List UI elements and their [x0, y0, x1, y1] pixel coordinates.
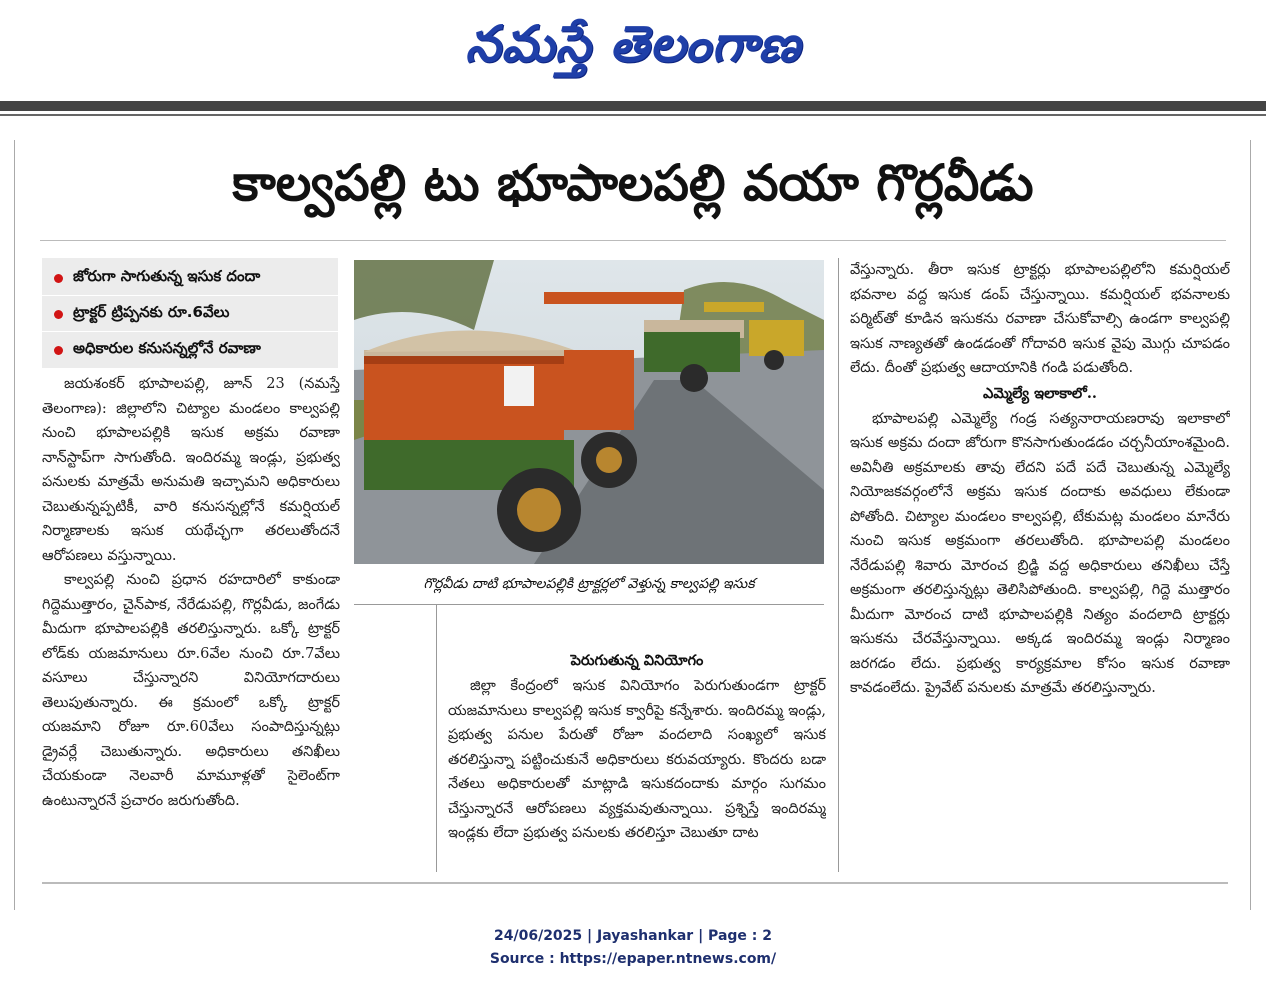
tractor-photo-illustration — [354, 260, 824, 564]
bullet-dot-icon — [54, 274, 63, 283]
highlight-text: ట్రాక్టర్ ట్రిప్పనకు రూ.6వేలు — [73, 303, 230, 321]
paragraph: జిల్లా కేంద్రంలో ఇసుక వినియోగం పెరుగుతుండగా ట్రాక్టర్ యజమానులు కాల్వపల్లి ఇసుక క్వారీపై కన్నేశారు. ఇందిరమ్మ ఇండ్లు, ప్రభుత్వ పనుల పేరుతో రోజూ వందలాది సంఖ్యలో ఇసుక తరలిస్తున్నా పట్టించుకునే అధికారులు కరువయ్యారు. కొందరు బడా నేతలు అధికారులతో మాట్లాడి ఇసుకదందాకు మార్గం సుగమం చేస్తున్నారనే ఆరోపణలు వ్యక్తమవుతున్నాయి. ప్రశ్నిస్తే ఇందిరమ్మ ఇండ్లకు లేదా ప్రభుత్వ పనులకు తరలిస్తూ చెబుతూ దాట — [448, 678, 826, 841]
clipping-border-right — [1250, 140, 1251, 910]
article-column-1 — [42, 372, 340, 872]
highlight-text: అధికారుల కనుసన్నల్లోనే రవాణా — [73, 339, 261, 357]
masthead-logo: నమస్తే తెలంగాణ — [465, 14, 801, 73]
masthead-rule-thin — [0, 114, 1266, 116]
bullet-dot-icon — [54, 310, 63, 319]
footer-dateline: 24/06/2025 | Jayashankar | Page : 2 — [494, 928, 772, 944]
article-column-3 — [850, 258, 1230, 870]
paragraph: కాల్వపల్లి నుంచి ప్రధాన రహదారిలో కాకుండా గిద్దెముత్తారం, చైన్‌పాక, నేరేడుపల్లి, గొర్లవీడు, జంగేడు మీదుగా భూపాలపల్లికి తరలిస్తున్నారు. ఒక్కో ట్రాక్టర్ లోడ్‌కు యజమానులు రూ.6వేల నుంచి రూ.7వేలు వసూలు చేస్తున్నారని వినియోగదారులు తెలుపుతున్నారు. ఈ క్రమంలో ఒక్కో ట్రాక్టర్ యజమాని రోజూ రూ.60వేలు సంపాదిస్తున్నట్లు డ్రైవర్లే చెబుతున్నారు. అధికారులు తనిఖీలు చేయకుండా నెలవారీ మామూళ్లతో సైలెంట్‌గా ఉంటున్నారనే ప్రచారం జరుగుతోంది. — [42, 572, 340, 809]
bullet-dot-icon — [54, 346, 63, 355]
headline-divider — [40, 240, 1226, 241]
news-photo — [354, 260, 824, 564]
highlight-text: జోరుగా సాగుతున్న ఇసుక దందా — [73, 267, 261, 285]
footer-source: Source : https://epaper.ntnews.com/ — [489, 951, 777, 967]
column-divider — [436, 604, 437, 872]
highlights-box — [42, 258, 338, 368]
article-column-2 — [448, 648, 826, 870]
paragraph: వేస్తున్నారు. తీరా ఇసుక ట్రాక్టర్లు భూపాలపల్లిలోని కమర్షియల్ భవనాల వద్ద ఇసుక డంప్ చేస్తున్నాయి. కమర్షియల్ భవనాలకు పర్మిట్‌తో కూడిన ఇసుకను రవాణా చేసుకోవాల్సి ఉండగా కాల్వపల్లి ఇసుక నాణ్యతతో ఉండడంతో గోదావరి ఇసుక వైపు మొగ్గు చూపడం లేదు. దీంతో ప్రభుత్వ ఆదాయానికి గండి పడుతోంది. — [850, 262, 1230, 376]
highlight-item — [42, 260, 338, 296]
column-divider — [838, 258, 839, 872]
masthead — [0, 0, 1266, 100]
photo-caption: గొర్లవీడు దాటి భూపాలపల్లికి ట్రాక్టర్లలో వెళ్తున్న కాల్వపల్లి ఇసుక — [423, 575, 755, 592]
masthead-rule-thick — [0, 101, 1266, 111]
caption-divider — [354, 604, 824, 605]
clipping-border-left — [14, 140, 15, 910]
highlight-item — [42, 332, 338, 368]
article-bottom-rule — [42, 882, 1228, 884]
highlight-item — [42, 296, 338, 332]
section-subhead: పెరుగుతున్న వినియోగం — [570, 652, 704, 669]
article-headline: కాల్వపల్లి టు భూపాలపల్లి వయా గొర్లవీడు — [232, 153, 1034, 212]
paragraph: భూపాలపల్లి ఎమ్మెల్యే గండ్ర సత్యనారాయణరావు ఇలాకాలో ఇసుక అక్రమ దందా జోరుగా కొనసాగుతుండడం చర్చనీయాంశమైంది. అవినీతి అక్రమాలకు తావు లేదని పదే పదే చెబుతున్న ఎమ్మెల్యే నియోజకవర్గంలోనే అక్రమ ఇసుక దందాకు అవధులు లేకుండా పోతోంది. చిట్యాల మండలం కాల్వపల్లి, టేకుమట్ల మండలం మానేరు నుంచి ఇసుక అక్రమంగా తరలుతోంది. భూపాలపల్లి మండలం నేరేడుపల్లి శివారు మోరంచ బ్రిడ్జి వద్ద అధికారులు తనిఖీలు చేస్తే అక్రమంగా తరలిస్తున్నట్లు తెలిసిపోతుంది. కాల్వపల్లి, గిద్దె ముత్తారం మీదుగా మోరంచ దాటి భూపాలపల్లికి నిత్యం వందలాది ట్రాక్టర్లు ఇసుకను చేరవేస్తున్నాయి. అక్కడ ఇందిరమ్మ ఇండ్లు నిర్మాణం జరగడం లేదు. ప్రభుత్వ కార్యక్రమాల కోసం ఇసుక రవాణా కావడంలేదు. ప్రైవేట్ పనులకు మాత్రమే తరలిస్తున్నారు. — [850, 410, 1230, 696]
paragraph: జయశంకర్ భూపాలపల్లి, జూన్ 23 (నమస్తే తెలంగాణ): జిల్లాలోని చిట్యాల మండలం కాల్వపల్లి నుంచి భూపాలపల్లికి ఇసుక అక్రమ రవాణా నాన్‌స్టాప్‌గా సాగుతోంది. ఇందిరమ్మ ఇండ్లు, ప్రభుత్వ పనులకు మాత్రమే అనుమతి ఇచ్చామని అధికారులు చెబుతున్నప్పటికీ, వారి కనుసన్నల్లోనే కమర్షియల్ నిర్మాణాలకు ఇసుక యథేచ్ఛగా తరలుతోందనే ఆరోపణలు వస్తున్నాయి. — [42, 376, 340, 564]
section-subhead: ఎమ్మెల్యే ఇలాకాలో.. — [983, 384, 1097, 402]
